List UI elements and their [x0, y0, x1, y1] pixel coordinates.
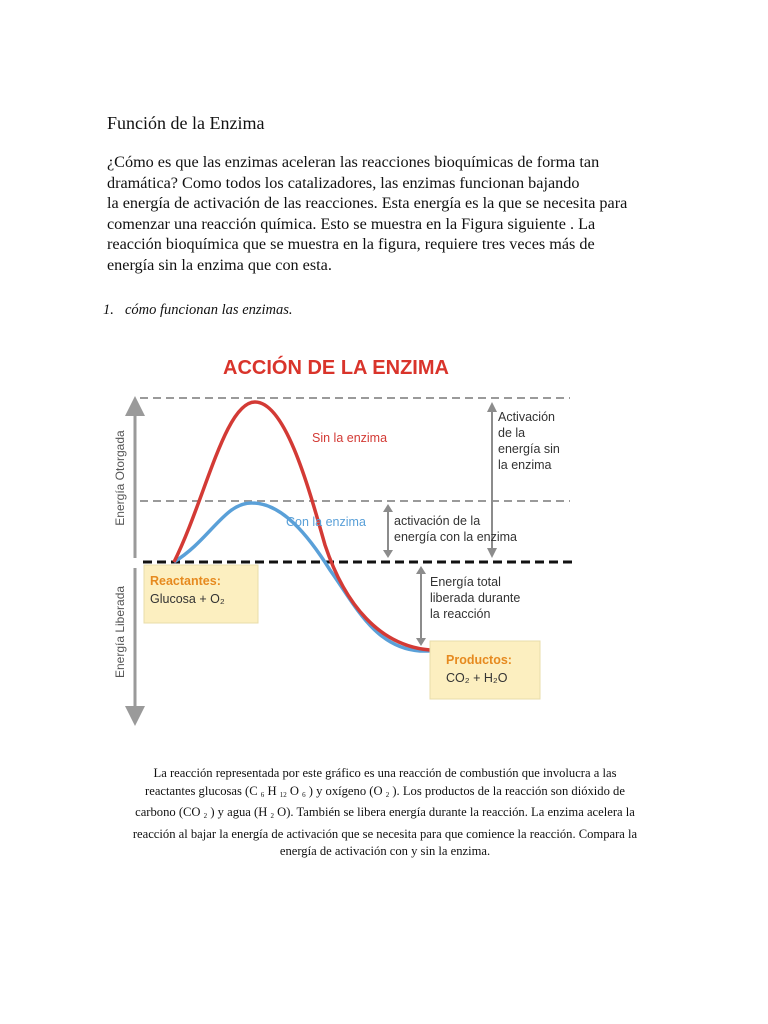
caption-text: O: [286, 783, 303, 798]
activation-without-line: la enzima: [498, 458, 552, 472]
paragraph-line: dramática? Como todos los catalizadores, las enzimas funcionan bajando: [107, 173, 580, 192]
caption-line: energía de activación con y sin la enzima.: [279, 844, 491, 859]
paragraph-line: ¿Cómo es que las enzimas aceleran las reacciones bioquímicas de forma tan: [107, 153, 600, 171]
subscript: 2: [385, 790, 390, 799]
subscript: 2: [270, 812, 274, 821]
activation-with-line: energía con la enzima: [394, 530, 517, 544]
caption-line: reacción al bajar la energía de activación que se necesita para que comience la reacción. Compara la: [132, 826, 638, 841]
page-title: Función de la Enzima: [107, 113, 265, 133]
caption-text: ) y agua (H: [207, 805, 271, 820]
caption-line: [100, 783, 670, 805]
list-item: [103, 302, 293, 319]
caption-text: ) y oxígeno (O: [305, 783, 386, 798]
activation-with-label: [394, 514, 517, 544]
paragraph-line: energía sin la enzima que con esta.: [107, 255, 332, 274]
caption-text: carbono (CO: [135, 805, 204, 820]
caption-text: reactantes glucosas (C: [145, 783, 261, 798]
curve-with-label: Con la enzima: [286, 515, 366, 529]
axis-upper-label: Energía Otorgada: [113, 430, 127, 526]
activation-without-label: [498, 410, 560, 472]
curve-without-label: Sin la enzima: [312, 431, 388, 445]
subscript: 6: [302, 790, 306, 799]
products-box: [430, 641, 540, 699]
subscript: 6: [260, 790, 265, 799]
figure-caption: [100, 765, 670, 861]
activation-with-line: activación de la: [394, 514, 481, 528]
caption-text: ). Los productos de la reacción son dióxido de: [389, 783, 625, 798]
activation-without-line: Activación: [498, 410, 555, 424]
enzyme-diagram: [100, 340, 590, 735]
total-energy-line: liberada durante: [430, 591, 521, 605]
subscript: 2: [203, 812, 208, 821]
total-energy-label: [430, 575, 520, 621]
products-formula: CO₂ + H₂O: [446, 671, 508, 685]
activation-with-arrow: [383, 504, 393, 558]
axis-upper-arrow: [125, 396, 145, 558]
paragraph-line: la energía de activación de las reacciones. Esta energía es la que se necesita para: [107, 194, 628, 213]
paragraph-line: reacción bioquímica que se muestra en la figura, requiere tres veces más de: [107, 235, 595, 254]
activation-without-line: de la: [498, 426, 526, 440]
caption-line: La reacción representada por este gráfico es una reacción de combustión que involucra a las: [153, 766, 617, 780]
enzyme-figure: [100, 340, 590, 735]
total-energy-arrow: [416, 566, 426, 646]
caption-line: [100, 804, 670, 826]
figure-title: ACCIÓN DE LA ENZIMA: [223, 357, 449, 379]
paragraph-line: comenzar una reacción química. Esto se muestra en la Figura siguiente . La: [107, 214, 596, 233]
list-item-number: 1.: [103, 302, 114, 318]
reactants-box: [144, 565, 258, 623]
total-energy-line: Energía total: [430, 575, 501, 589]
axis-lower-arrow: [125, 568, 145, 726]
reactants-title: Reactantes:: [150, 574, 221, 588]
list-item-text: cómo funcionan las enzimas.: [125, 302, 293, 318]
total-energy-line: la reacción: [430, 607, 491, 621]
axis-lower-label: Energía Liberada: [113, 585, 127, 679]
reactants-formula: Glucosa + O₂: [150, 592, 225, 606]
subscript: 12: [279, 790, 287, 799]
activation-without-line: energía sin: [498, 442, 560, 456]
caption-text: O). También se libera energía durante la reacción. La enzima acelera la: [273, 805, 635, 820]
intro-paragraph: [107, 152, 667, 276]
products-title: Productos:: [446, 653, 512, 667]
caption-text: H: [264, 783, 280, 798]
